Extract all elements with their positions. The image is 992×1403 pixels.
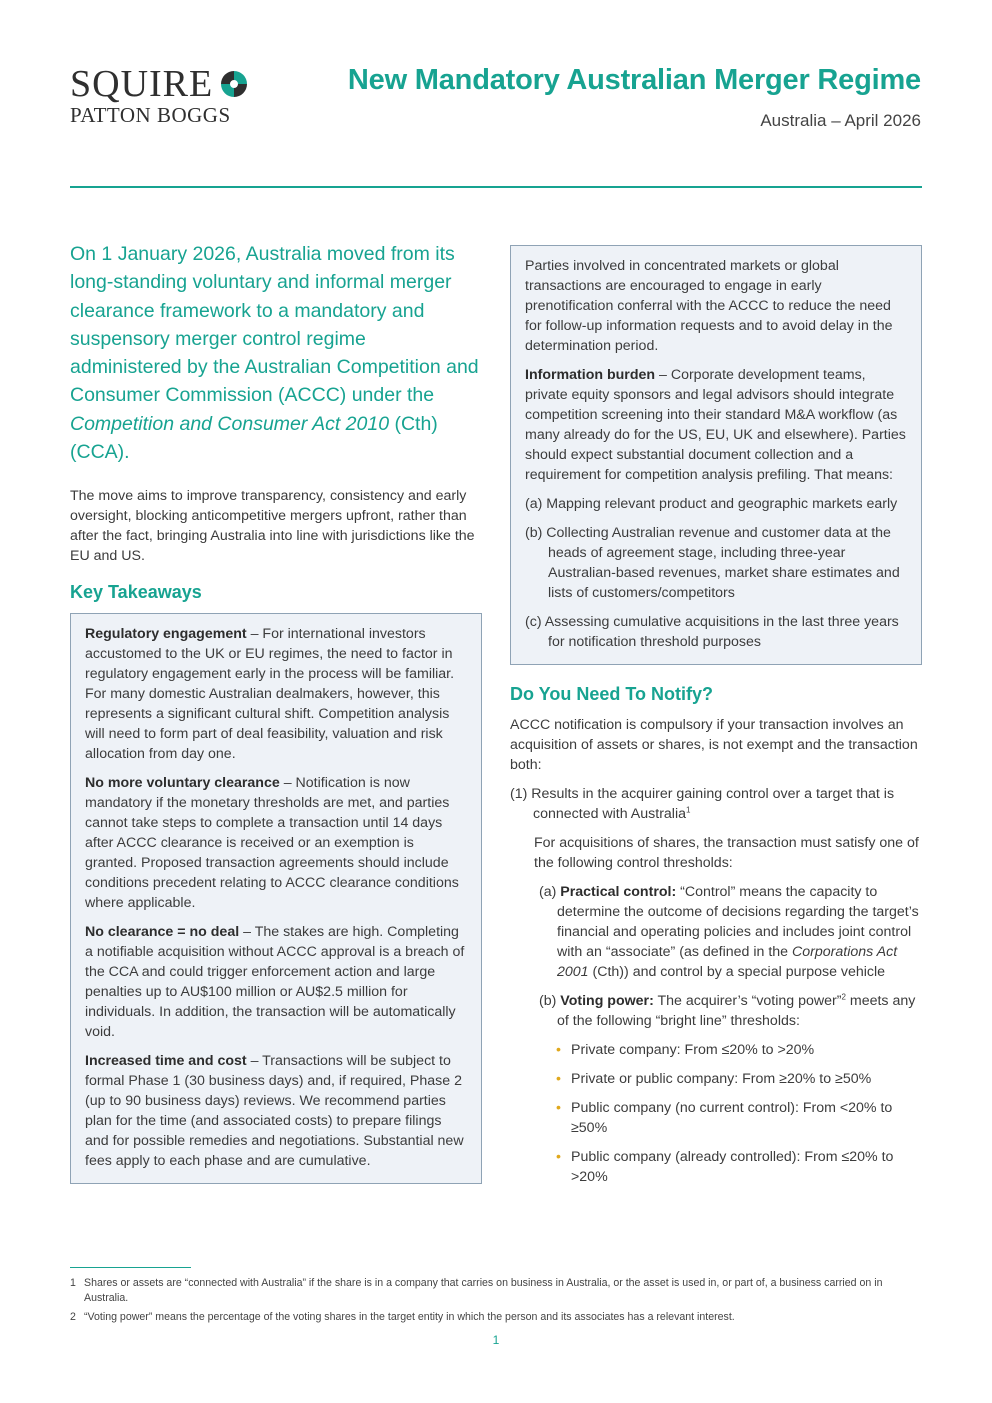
item-label: (a) [539,884,561,900]
threshold-bullet: • Public company (no current control): From <20% to ≥50% [553,1098,922,1138]
lead-text-2: (Cth) (CCA). [70,412,438,464]
lead-text-1: On 1 January 2026, Australia moved from its long-standing voluntary and informal merger clearance framework to a mandatory and suspensory merger control regime administered by the Australian Competition and Consumer Commission (ACCC) under the [70,243,479,407]
header-divider [70,186,922,188]
takeaway-title: No clearance = no deal [85,924,240,941]
information-burden-text: – Corporate development teams, private equity sponsors and legal advisors should integrate competition screening into their standard M&A workflow (as many already do for the US, EU, UK and elsewhere). Parties should expect substantial document collection and a requirement for competition analysis prefiling. That means: [525,367,906,483]
item-label: (b) [539,993,561,1009]
page-subtitle: Australia – April 2026 [760,111,921,130]
key-takeaways-box [70,613,482,1184]
shares-paragraph: For acquisitions of shares, the transaction must satisfy one of the following control thresholds: [534,835,919,871]
logo-mark-icon [219,69,249,99]
takeaway-regulatory-engagement [85,624,467,764]
right-column [510,245,922,1196]
corporations-act-name: Corporations Act 2001 [557,944,898,980]
bright-line-thresholds-list [539,1040,922,1187]
footnote-ref-1: 1 [686,805,691,815]
information-burden-paragraph [525,365,907,485]
takeaway-no-voluntary-clearance [85,773,467,913]
voting-power-text-2: meets any of the following “bright line” thresholds: [557,993,916,1029]
lead-paragraph [70,240,482,466]
takeaway-text: – The stakes are high. Completing a notifiable acquisition without ACCC approval is a breach of the CCA and could trigger enforcement action and large penalties up to AU$100 million or AU$2.5 million for individuals. In addition, the transaction will be automatically void. [85,924,465,1041]
page-title: New Mandatory Australian Merger Regime [347,64,921,96]
notify-item-1-text: (1) Results in the acquirer gaining control over a target that is connected with Australia [510,786,895,822]
notify-item-1 [510,784,922,824]
voting-power-item [539,991,922,1031]
logo-line-2: PATTON BOGGS [70,103,231,127]
notify-heading: Do You Need To Notify? [510,684,713,704]
prenotification-box [510,245,922,665]
takeaway-no-clearance-no-deal [85,922,467,1042]
footnote-number: 1 [70,1277,76,1289]
key-takeaways-heading: Key Takeaways [70,582,202,603]
logo-line-1: SQUIRE [70,63,214,105]
takeaway-title: No more voluntary clearance [85,775,280,792]
box-intro-paragraph: Parties involved in concentrated markets or global transactions are encouraged to engage in early prenotification conferral with the ACCC to reduce the need for follow-up information requests and to avoid delay in the determination period. [525,258,893,354]
footnote-1 [70,1276,922,1306]
takeaway-time-and-cost [85,1051,467,1171]
threshold-bullet: • Private or public company: From ≥20% to ≥50% [553,1069,922,1089]
practical-control-item [539,882,922,982]
takeaway-text: – Transactions will be subject to formal Phase 1 (30 business days) and, if required, Phase 2 (up to 90 business days) reviews. We recommend parties plan for the time (and associated costs) to prepare filings and for possible remedies and negotiations. Substantial new fees apply to each phase and are cumulative. [85,1053,464,1170]
info-item-b: (b) Collecting Australian revenue and customer data at the heads of agreement stage, including three-year Australian-based revenues, market share estimates and lists of customers/competitors [525,525,900,601]
footnote-text: “Voting power” means the percentage of the voting shares in the target entity in which the person and its associates has a relevant interest. [84,1311,735,1323]
information-burden-title: Information burden [525,367,656,383]
control-thresholds [510,882,922,1187]
practical-control-text-2: (Cth)) and control by a special purpose vehicle [588,964,886,980]
threshold-bullet: • Private company: From ≤20% to >20% [553,1040,922,1060]
footnotes [70,1267,922,1329]
footnote-number: 2 [70,1311,76,1323]
notify-intro: ACCC notification is compulsory if your transaction involves an acquisition of assets or shares, is not exempt and the transaction both: [510,717,918,773]
takeaway-text: – Notification is now mandatory if the monetary thresholds are met, and parties cannot take steps to complete a transaction until 14 days after ACCC clearance is received or an exemption is granted. Proposed transaction agreements should include conditions precedent relating to ACCC clearance conditions where applicable. [85,775,459,912]
footnote-2 [70,1310,922,1325]
voting-power-title: Voting power: [560,993,654,1009]
footnote-divider [70,1267,191,1268]
left-column [70,240,482,1184]
takeaway-title: Regulatory engagement [85,626,247,643]
practical-control-title: Practical control: [560,884,677,900]
takeaway-title: Increased time and cost [85,1053,247,1070]
footnote-ref-2: 2 [841,992,846,1002]
lead-act-name: Competition and Consumer Act 2010 [70,412,390,435]
squire-patton-boggs-logo [70,64,249,126]
threshold-bullet: • Public company (already controlled): From ≤20% to >20% [553,1147,922,1187]
page-number: 1 [492,1333,500,1347]
info-item-c: (c) Assessing cumulative acquisitions in the last three years for notification threshold purposes [525,614,899,650]
takeaway-text: – For international investors accustomed to the UK or EU regimes, the need to factor in regulatory engagement early in the process will be familiar. For many domestic Australian dealmakers, however, this represents a significant cultural shift. Competition analysis will need to form part of deal feasibility, valuation and risk allocation from day one. [85,626,455,763]
practical-control-text-1: “Control” means the capacity to determine the outcome of decisions regarding the target’s financial and operating policies and includes joint control with an “associate” (as defined in the [557,884,919,960]
intro-paragraph: The move aims to improve transparency, consistency and early oversight, blocking anticompetitive mergers upfront, rather than after the fact, bringing Australia into line with jurisdictions like the EU and US. [70,488,475,565]
footnote-text: Shares or assets are “connected with Australia” if the share is in a company that carries on business in Australia, or the asset is used in, or part of, a business carried on in Australia. [84,1277,883,1304]
voting-power-text-1: The acquirer’s “voting power” [653,993,842,1009]
info-item-a: (a) Mapping relevant product and geographic markets early [525,496,898,512]
